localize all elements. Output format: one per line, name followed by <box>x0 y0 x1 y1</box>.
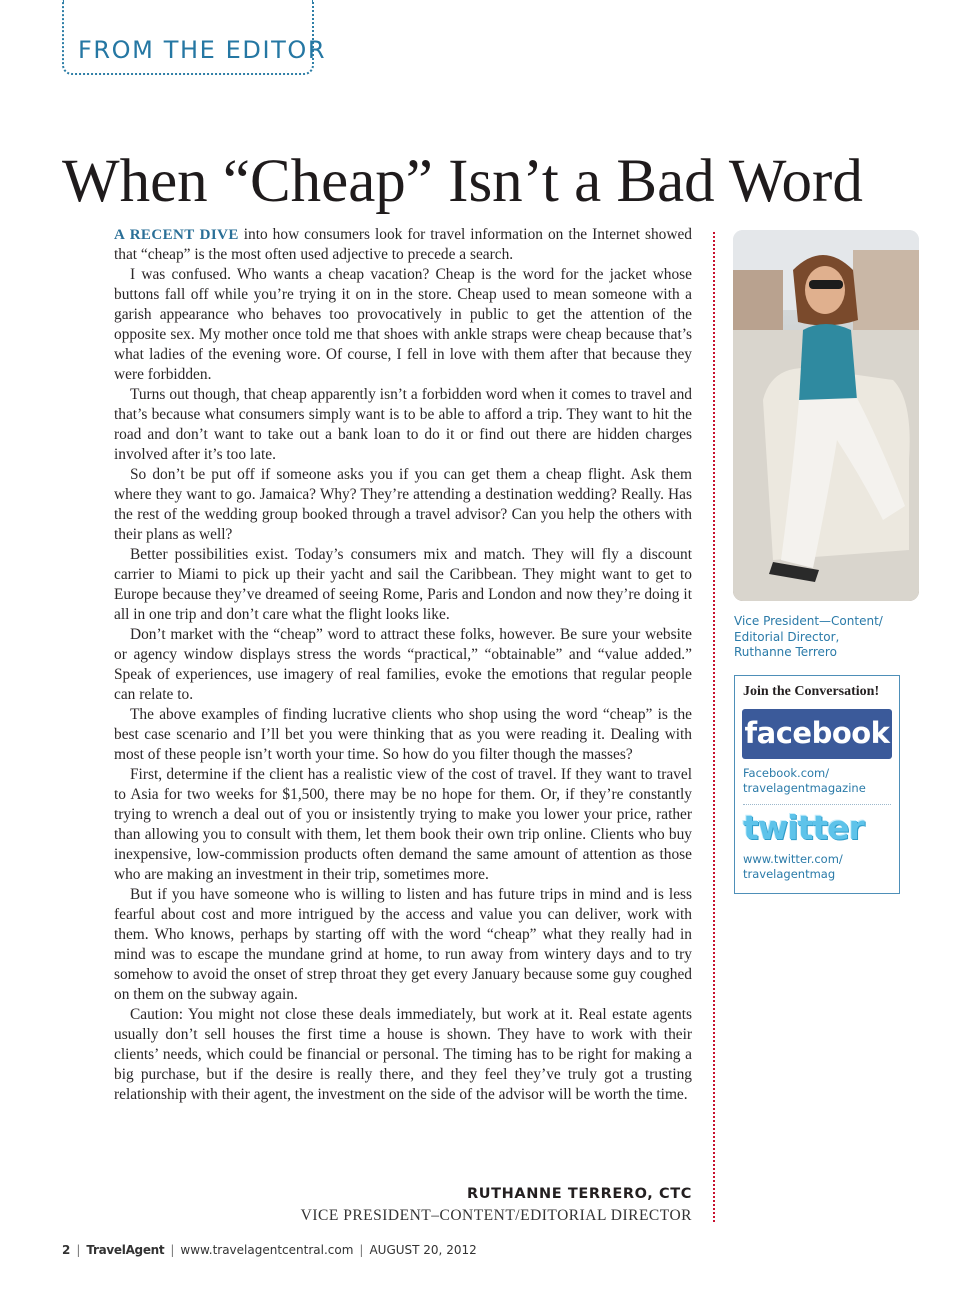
caption-line: Vice President—Content/ <box>734 614 883 628</box>
lead-paragraph-text: into how consumers look for travel information on the Internet showed that “cheap” is the most often used adjective to precede a search. <box>114 226 692 263</box>
photo-caption <box>734 614 914 661</box>
article-paragraph <box>114 225 692 265</box>
section-label: FROM THE EDITOR <box>78 36 327 64</box>
social-box <box>734 675 900 894</box>
section-tag <box>62 0 327 75</box>
article-paragraph: I was confused. Who wants a cheap vacation? Cheap is the word for the jacket whose buttons fall off while you’re trying it on in the store. Cheap used to mean someone with a garish appearance who behaves too provocatively in public to get the attention of the opposite sex. My mother once told me that shoes with ankle straps were cheap because that’s what ladies of the evening wore. Of course, I fell in love with them after that because they were forbidden. <box>114 266 692 383</box>
twitter-logo-text: twitter <box>743 808 864 847</box>
facebook-logo-text: facebook <box>744 716 890 750</box>
editor-photo <box>733 230 919 601</box>
lead-in: A RECENT DIVE <box>114 227 239 243</box>
editor-photo-illustration <box>733 230 919 601</box>
caption-line: Ruthanne Terrero <box>734 645 837 659</box>
page-number: 2 <box>62 1243 71 1257</box>
twitter-url-line: travelagentmag <box>743 867 836 881</box>
footer-url[interactable]: www.travelagentcentral.com <box>180 1243 354 1257</box>
article-paragraph: The above examples of finding lucrative clients who shop using the word “cheap” is the best case scenario and I’ll bet you were thinking that as you were reading it. Dealing with most of these people isn’t worth your time. So how do you filter though the masses? <box>114 706 692 763</box>
article-paragraph: Don’t market with the “cheap” word to attract these folks, however. Be sure your website or agency window displays stress the words “practical,” “obtainable” and “value added.” Speak of experiences, use imagery of real families, evoke the emotions that regular people can relate to. <box>114 626 692 703</box>
facebook-url-line: Facebook.com/ <box>743 766 830 780</box>
facebook-logo-icon[interactable] <box>742 709 892 759</box>
column-divider <box>713 232 715 1222</box>
social-header: Join the Conversation! <box>743 684 880 699</box>
article-paragraph: Turns out though, that cheap apparently isn’t a forbidden word when it comes to travel and that’s because what consumers simply want is to be able to afford a trip. They want to hit the road and don’t want to take out a bank loan to do it or find out there are hidden charges involved after it’s too late. <box>114 386 692 463</box>
twitter-url-line: www.twitter.com/ <box>743 852 843 866</box>
article-body <box>114 225 692 1105</box>
article-paragraph: First, determine if the client has a realistic view of the cost of travel. If they want to travel to Asia for two weeks for $1,500, there may be no hope for them. Or, if they’re constantly trying to wrench a deal out of you or insistently trying to make you lower your price, rather than allowing you to consult with them, let them book their own trip online. Clients who buy inexpensive, low-commission products often demand the same amount of attention as those who are making an investment in their trip, sometimes more. <box>114 766 692 883</box>
social-separator <box>743 804 891 805</box>
headline: When “Cheap” Isn’t a Bad Word <box>62 148 863 215</box>
facebook-link[interactable] <box>743 766 866 796</box>
twitter-logo-icon[interactable] <box>743 810 893 850</box>
article-paragraph: Better possibilities exist. Today’s consumers mix and match. They will fly a discount carrier to Miami to pick up their yacht and sail the Caribbean. They might want to get to Europe because they’ve dreamed of seeing Rome, Paris and London and now they’re doing it all in one trip and don’t care what the flight looks like. <box>114 546 692 623</box>
byline-name: RUTHANNE TERRERO, CTC <box>467 1186 692 1202</box>
caption-line: Editorial Director, <box>734 629 840 644</box>
footer-date: AUGUST 20, 2012 <box>369 1243 477 1257</box>
facebook-url-line: travelagentmagazine <box>743 781 866 795</box>
article-paragraph: Caution: You might not close these deals immediately, but work at it. Real estate agents usually don’t sell houses the first time a house is shown. They have to work with their clients’ needs, which could be financial or personal. The timing has to be right for making a big purchase, but if the desire is really there, and they feel they’ve truly got a trusting relationship with their agent, the investment on the side of the advisor will be worth the time. <box>114 1006 692 1103</box>
twitter-link[interactable] <box>743 852 843 882</box>
article-paragraph: But if you have someone who is willing to listen and has future trips in mind and is less fearful about cost and more intrigued by the access and value you can deliver, work with them. Who knows, perhaps by starting off with the word “cheap” what they really had in mind was to escape the mundane grind at home, to run away from wintery days and to try somehow to avoid the onset of strep throat they get every January because some guy coughed on them on the subway again. <box>114 886 692 1003</box>
byline <box>114 1183 692 1227</box>
footer-brand: TravelAgent <box>86 1243 165 1257</box>
article-paragraph: So don’t be put off if someone asks you if you can get them a cheap flight. Ask them where they want to go. Jamaica? Why? They’re attending a destination wedding? Really. Has the rest of the wedding group booked through a travel advisor? Can you help the others with their plans as well? <box>114 466 692 543</box>
page-footer: 2 | TravelAgent | www.travelagentcentral.com | AUGUST 20, 2012 <box>62 1243 477 1257</box>
byline-title: VICE PRESIDENT–CONTENT/EDITORIAL DIRECTOR <box>300 1207 692 1224</box>
